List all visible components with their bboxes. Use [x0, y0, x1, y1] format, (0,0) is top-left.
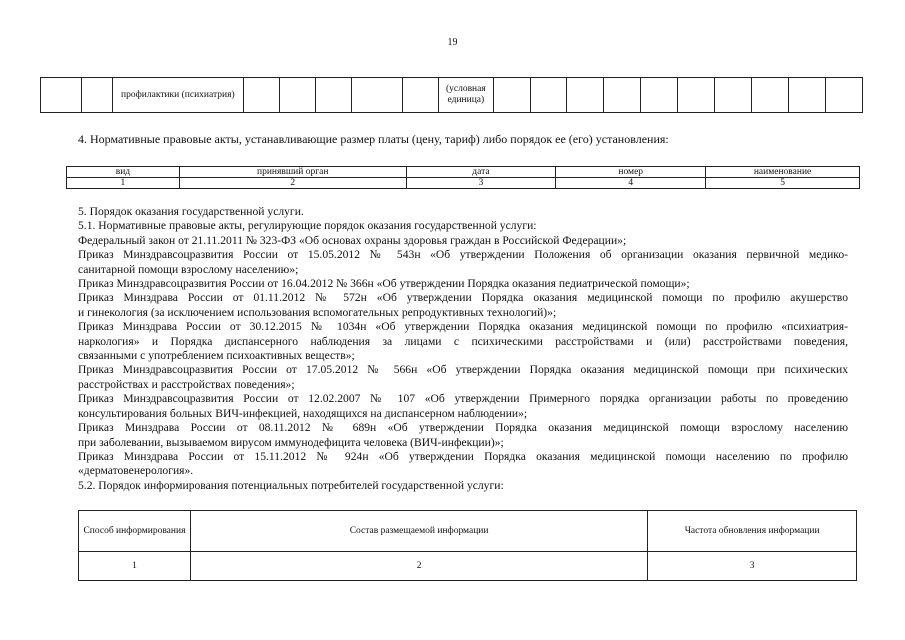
act-item-cont: «дерматовенерология».	[78, 464, 194, 478]
table-cell: 5	[706, 178, 860, 189]
header-cell-method: Способ информирования	[79, 511, 191, 552]
table-cell	[315, 78, 351, 113]
table-cell	[641, 78, 678, 113]
act-item-cont: наркология» и Порядка диспансерного наблюдения за лицами с психическими расстройствами и (или) расстройствами поведения,	[78, 334, 848, 348]
act-item: Федеральный закон от 21.11.2011 № 323-ФЗ «Об основах охраны здоровья граждан в Российской Федерации»;	[78, 233, 627, 247]
table-cell-unit: (условная единица)	[439, 78, 494, 113]
act-item-cont: санитарной помощи взрослому населению»;	[78, 262, 299, 276]
table-row	[79, 552, 857, 581]
act-item: Приказ Минздрава России от 08.11.2012 № 689н «Об утверждении Порядка оказания медицинской помощи взрослому населению	[78, 421, 848, 435]
indicator-table-fragment	[40, 77, 863, 113]
table-cell	[243, 78, 279, 113]
section-5-1-title: 5.1. Нормативные правовые акты, регулирующие порядок оказания государственной услуги:	[78, 219, 537, 233]
act-item: Приказ Минздрава России от 15.11.2012 № 924н «Об утверждении Порядка оказания медицинской помощи населению по профилю	[78, 449, 848, 463]
informing-table	[78, 510, 857, 581]
table-cell	[752, 78, 789, 113]
page-number: 19	[447, 37, 458, 48]
table-cell	[493, 78, 530, 113]
fee-acts-table	[66, 166, 860, 189]
table-cell	[567, 78, 604, 113]
act-item: Приказ Минздравсоцразвития России от 16.04.2012 № 366н «Об утверждении Порядка оказания педиатрической помощи»;	[78, 277, 690, 291]
section-5-2-title: 5.2. Порядок информирования потенциальных потребителей государственной услуги:	[78, 478, 504, 492]
act-item: Приказ Минздравсоцразвития России от 17.05.2012 № 566н «Об утверждении Порядка оказания медицинской помощи при психических	[78, 363, 848, 377]
table-cell	[530, 78, 567, 113]
act-item-cont: консультирования больных ВИЧ-инфекцией, находящихся на диспансерном наблюдении»;	[78, 406, 528, 420]
table-cell	[604, 78, 641, 113]
header-cell-frequency: Частота обновления информации	[648, 511, 857, 552]
table-cell: 1	[67, 178, 180, 189]
table-cell: 1	[79, 552, 191, 581]
act-item-cont: расстройствах и расстройствах поведения»;	[78, 377, 295, 391]
table-cell	[789, 78, 826, 113]
act-item-cont: связанными с употреблением психоактивных веществ»;	[78, 349, 355, 363]
table-cell	[825, 78, 862, 113]
act-item: Приказ Минздрава России от 30.12.2015 № 1034н «Об утверждении Порядка оказания медицинской помощи по профилю «психиатрия-	[78, 320, 848, 334]
act-item: Приказ Минздравсоцразвития России от 12.02.2007 № 107 «Об утверждении Примерного порядка организации работы по проведению	[78, 392, 848, 406]
header-cell-date: дата	[406, 167, 556, 178]
table-cell: 4	[556, 178, 706, 189]
table-cell: 3	[406, 178, 556, 189]
header-cell-number: номер	[556, 167, 706, 178]
header-cell-content: Состав размещаемой информации	[190, 511, 647, 552]
table-row	[41, 78, 863, 113]
table-cell: 2	[179, 178, 406, 189]
act-item-cont: при заболевании, вызываемом вирусом иммунодефицита человека (ВИЧ-инфекции)»;	[78, 435, 504, 449]
section-5-text	[78, 205, 848, 493]
table-header-row	[79, 511, 857, 552]
table-header-row	[67, 167, 860, 178]
table-cell	[279, 78, 315, 113]
header-cell-name: наименование	[706, 167, 860, 178]
table-cell	[678, 78, 715, 113]
table-cell	[81, 78, 112, 113]
section-5-title: 5. Порядок оказания государственной услуги.	[78, 205, 304, 218]
header-cell-authority: принявший орган	[179, 167, 406, 178]
table-cell	[403, 78, 439, 113]
table-cell-service-name: профилактики (психиатрия)	[112, 78, 243, 113]
table-cell: 3	[648, 552, 857, 581]
header-cell-type: вид	[67, 167, 180, 178]
act-item: Приказ Минздравсоцразвития России от 15.05.2012 № 543н «Об утверждении Положения об организации оказания первичной медико-	[78, 248, 848, 262]
section-4-title: 4. Нормативные правовые акты, устанавливающие размер платы (цену, тариф) либо порядок ее (его) установления:	[78, 132, 669, 146]
table-cell	[715, 78, 752, 113]
act-item: Приказ Минздрава России от 01.11.2012 № 572н «Об утверждении Порядка оказания медицинской помощи по профилю акушерство	[78, 291, 848, 305]
table-cell	[41, 78, 82, 113]
table-cell: 2	[190, 552, 647, 581]
table-row	[67, 178, 860, 189]
act-item-cont: и гинекология (за исключением использования вспомогательных репродуктивных технологий)»;	[78, 305, 557, 319]
table-cell	[351, 78, 402, 113]
